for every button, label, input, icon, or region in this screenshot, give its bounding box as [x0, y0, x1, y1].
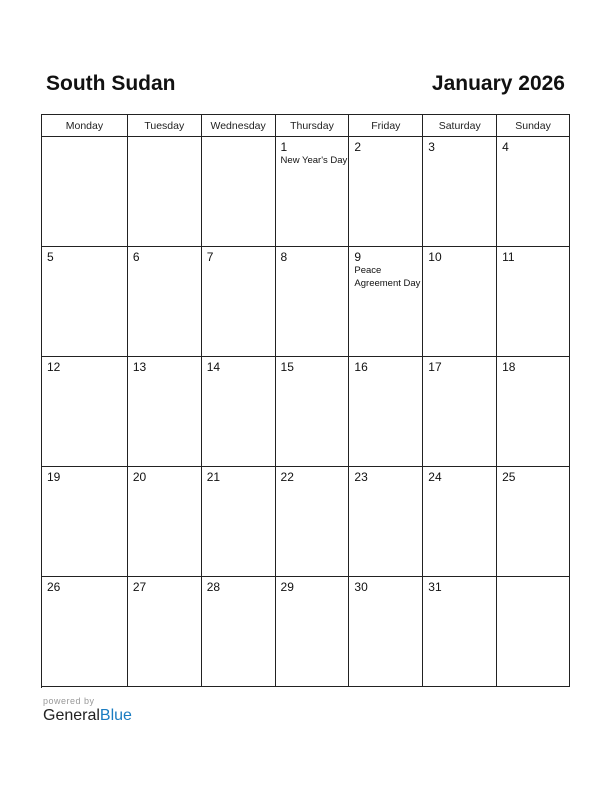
day-cell[interactable] [276, 357, 350, 467]
day-cell[interactable] [128, 357, 202, 467]
day-number: 24 [428, 470, 442, 484]
day-cell[interactable] [349, 247, 423, 357]
day-number: 4 [502, 140, 509, 154]
week-row [42, 137, 570, 247]
country-title: South Sudan [46, 72, 176, 95]
day-cell[interactable] [276, 137, 350, 247]
day-number: 17 [428, 360, 442, 374]
weekday-header: Sunday [497, 115, 570, 137]
day-cell[interactable] [42, 137, 128, 247]
weekday-header: Friday [349, 115, 423, 137]
day-cell[interactable] [202, 137, 276, 247]
day-cell[interactable] [202, 247, 276, 357]
day-cell[interactable] [128, 577, 202, 687]
weekday-header-row [42, 115, 570, 137]
day-cell[interactable] [128, 137, 202, 247]
day-cell[interactable] [497, 577, 570, 687]
day-cell[interactable] [202, 577, 276, 687]
day-number: 1 [280, 140, 288, 154]
day-number: 9 [354, 250, 362, 264]
day-number: 18 [502, 360, 516, 374]
weeks-container [42, 137, 570, 687]
day-cell[interactable] [276, 247, 350, 357]
day-number: 31 [428, 580, 442, 594]
day-number: 30 [354, 580, 368, 594]
day-cell[interactable] [42, 467, 128, 577]
day-cell[interactable] [276, 467, 350, 577]
day-number: 26 [47, 580, 61, 594]
weekday-header: Thursday [276, 115, 350, 137]
day-cell[interactable] [349, 467, 423, 577]
day-cell[interactable] [497, 357, 570, 467]
day-number: 25 [502, 470, 516, 484]
week-row [42, 357, 570, 467]
day-number: 13 [132, 360, 147, 374]
day-cell[interactable] [423, 467, 497, 577]
day-cell[interactable] [42, 357, 128, 467]
day-number: 12 [47, 360, 61, 374]
day-cell[interactable] [42, 577, 128, 687]
day-number: 27 [132, 580, 147, 594]
day-cell[interactable] [128, 247, 202, 357]
day-cell[interactable] [42, 247, 128, 357]
day-cell[interactable] [497, 467, 570, 577]
day-cell[interactable] [423, 247, 497, 357]
day-cell[interactable] [497, 137, 570, 247]
weekday-header: Saturday [423, 115, 497, 137]
day-number: 10 [428, 250, 442, 264]
week-row [42, 247, 570, 357]
day-number: 15 [280, 360, 294, 374]
day-cell[interactable] [497, 247, 570, 357]
day-number: 2 [354, 140, 362, 154]
generalblue-logo[interactable] [43, 707, 132, 725]
day-cell[interactable] [276, 577, 350, 687]
day-number: 3 [428, 140, 435, 154]
day-number: 29 [280, 580, 294, 594]
day-number: 23 [354, 470, 368, 484]
day-number: 21 [206, 470, 221, 484]
day-cell[interactable] [202, 357, 276, 467]
day-cell[interactable] [423, 357, 497, 467]
day-cell[interactable] [128, 467, 202, 577]
day-number: 11 [502, 250, 515, 264]
calendar-grid [41, 114, 570, 688]
weekday-header: Tuesday [128, 115, 202, 137]
day-number: 19 [47, 470, 61, 484]
holiday-label: New Year's Day [280, 155, 348, 166]
brand-blue: Blue [99, 707, 132, 724]
day-number: 28 [206, 580, 221, 594]
day-number: 8 [280, 250, 288, 264]
week-row [42, 577, 570, 687]
day-cell[interactable] [202, 467, 276, 577]
weekday-header: Monday [42, 115, 128, 137]
day-cell[interactable] [423, 577, 497, 687]
day-number: 6 [132, 250, 140, 264]
day-cell[interactable] [423, 137, 497, 247]
powered-by-text: powered by [43, 696, 95, 706]
day-number: 16 [354, 360, 368, 374]
month-year-title: January 2026 [431, 72, 565, 95]
holiday-label: Peace Agreement Day [354, 265, 421, 289]
day-cell[interactable] [349, 137, 423, 247]
day-number: 20 [132, 470, 147, 484]
weekday-header: Wednesday [202, 115, 276, 137]
day-number: 5 [47, 250, 54, 264]
day-cell[interactable] [349, 357, 423, 467]
week-row [42, 467, 570, 577]
brand-general: General [43, 707, 100, 724]
day-number: 7 [206, 250, 214, 264]
day-number: 14 [206, 360, 221, 374]
day-number: 22 [280, 470, 294, 484]
footer-branding [43, 696, 132, 725]
day-cell[interactable] [349, 577, 423, 687]
